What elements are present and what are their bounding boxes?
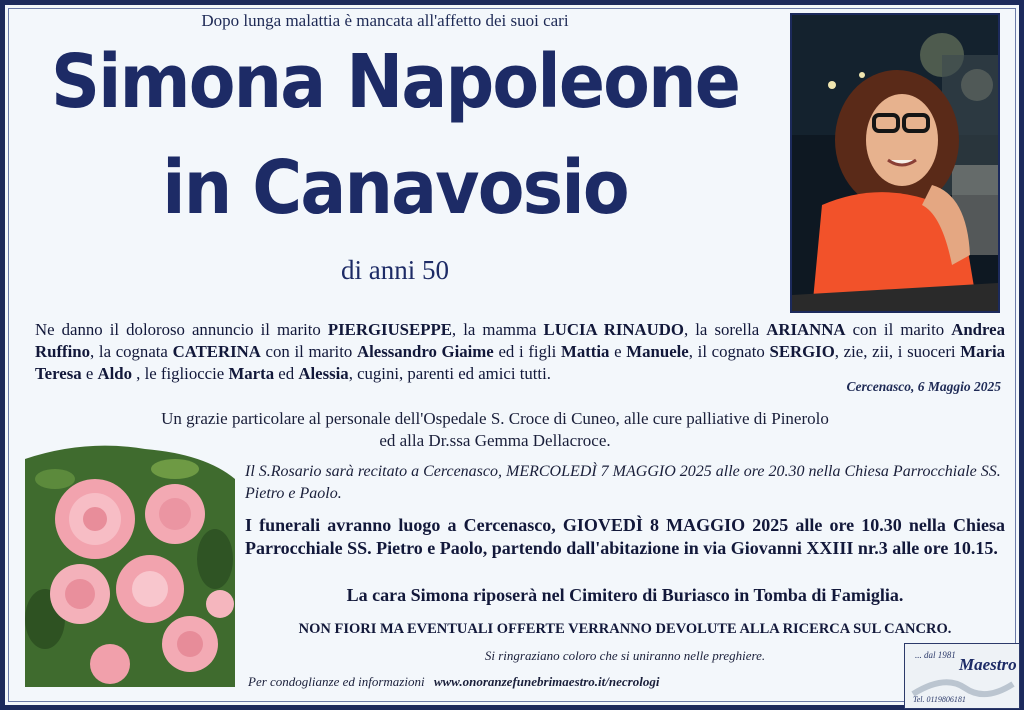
announcement-fragment: , zie, zii, i suoceri	[834, 342, 961, 361]
family-member-name: SERGIO	[769, 342, 835, 361]
announcement-fragment: Ne danno il doloroso annuncio il marito	[35, 320, 328, 339]
portrait-photo	[790, 13, 1000, 313]
family-member-name: Maria Teresa	[35, 342, 1006, 383]
family-member-name: PIERGIUSEPPE	[327, 320, 452, 339]
announcement-fragment: ed	[274, 364, 299, 383]
place-and-date: Cercenasco, 6 Maggio 2025	[846, 379, 1001, 394]
no-flowers-notice: NON FIORI MA EVENTUALI OFFERTE VERRANNO DEVOLUTE ALLA RICERCA SUL CANCRO.	[298, 621, 952, 637]
announcement-fragment: con il marito	[845, 320, 952, 339]
family-member-name: Alessia	[298, 364, 349, 383]
announcement-fragment: e	[609, 342, 627, 361]
logo-phone: Tel. 0119806181	[913, 695, 966, 704]
family-member-name: Aldo	[97, 364, 132, 383]
announcement-fragment: , la sorella	[683, 320, 767, 339]
logo-since: ... dal 1981	[915, 650, 956, 660]
roses-illustration	[25, 439, 235, 687]
announcement-fragment: , la mamma	[451, 320, 544, 339]
portrait-illustration	[792, 15, 998, 311]
logo-brand: Maestro	[959, 655, 1017, 674]
condolences-link[interactable]: www.onoranzefunebrimaestro.it/necrologi	[433, 674, 660, 689]
family-member-name: Andrea Ruffino	[35, 320, 1005, 361]
announcement-fragment: , cugini, parenti ed amici tutti.	[348, 364, 551, 383]
funeral-info: I funerali avranno luogo a Cercenasco, GIOVEDÌ 8 MAGGIO 2025 alle ore 10.30 nella Chiesa Parrocchiale SS. Pietro e Paolo, partendo dall'abitazione in via Giovanni XXIII nr.3 alle ore 10.15.	[245, 515, 1005, 558]
deceased-age: di anni 50	[341, 255, 449, 285]
rosary-info: Il S.Rosario sarà recitato a Cercenasco, MERCOLEDÌ 7 MAGGIO 2025 alle ore 20.30 nella Chiesa Parrocchiale SS. Pietro e Paolo.	[245, 463, 1001, 502]
family-member-name: CATERINA	[172, 342, 261, 361]
thanks-line-1: Un grazie particolare al personale dell'Ospedale S. Croce di Cuneo, alle cure palliative di Pinerolo	[161, 409, 829, 428]
announcement-fragment: con il marito	[260, 342, 357, 361]
special-thanks	[135, 408, 855, 452]
prayer-thanks: Si ringraziano coloro che si uniranno nelle preghiere.	[484, 648, 766, 663]
announcement-fragment: , le figlioccie	[131, 364, 229, 383]
roses-photo	[25, 439, 235, 687]
condolences-line	[248, 674, 659, 690]
family-member-name: LUCIA RINAUDO	[543, 320, 684, 339]
family-member-name: ARIANNA	[766, 320, 846, 339]
thanks-line-2: ed alla Dr.ssa Gemma Dellacroce.	[379, 431, 611, 450]
intro-line: Dopo lunga malattia è mancata all'affetto dei suoi cari	[201, 11, 569, 30]
logo-graphic	[905, 644, 1019, 708]
condolences-label: Per condoglianze ed informazioni	[248, 674, 425, 689]
burial-info: La cara Simona riposerà nel Cimitero di Buriasco in Tomba di Famiglia.	[346, 585, 904, 605]
family-member-name: Manuele	[626, 342, 689, 361]
family-member-name: Mattia	[560, 342, 610, 361]
announcement-text	[35, 319, 1005, 385]
announcement-fragment: , il cognato	[688, 342, 770, 361]
announcement-fragment: e	[81, 364, 98, 383]
announcement-fragment: ed i figli	[493, 342, 561, 361]
family-member-name: Marta	[228, 364, 275, 383]
funeral-home-logo	[904, 643, 1020, 709]
family-member-name: Alessandro Giaime	[356, 342, 494, 361]
deceased-name: Simona Napoleone	[50, 39, 740, 125]
deceased-married-name: in Canavosio	[162, 145, 628, 231]
announcement-fragment: , la cognata	[90, 342, 173, 361]
